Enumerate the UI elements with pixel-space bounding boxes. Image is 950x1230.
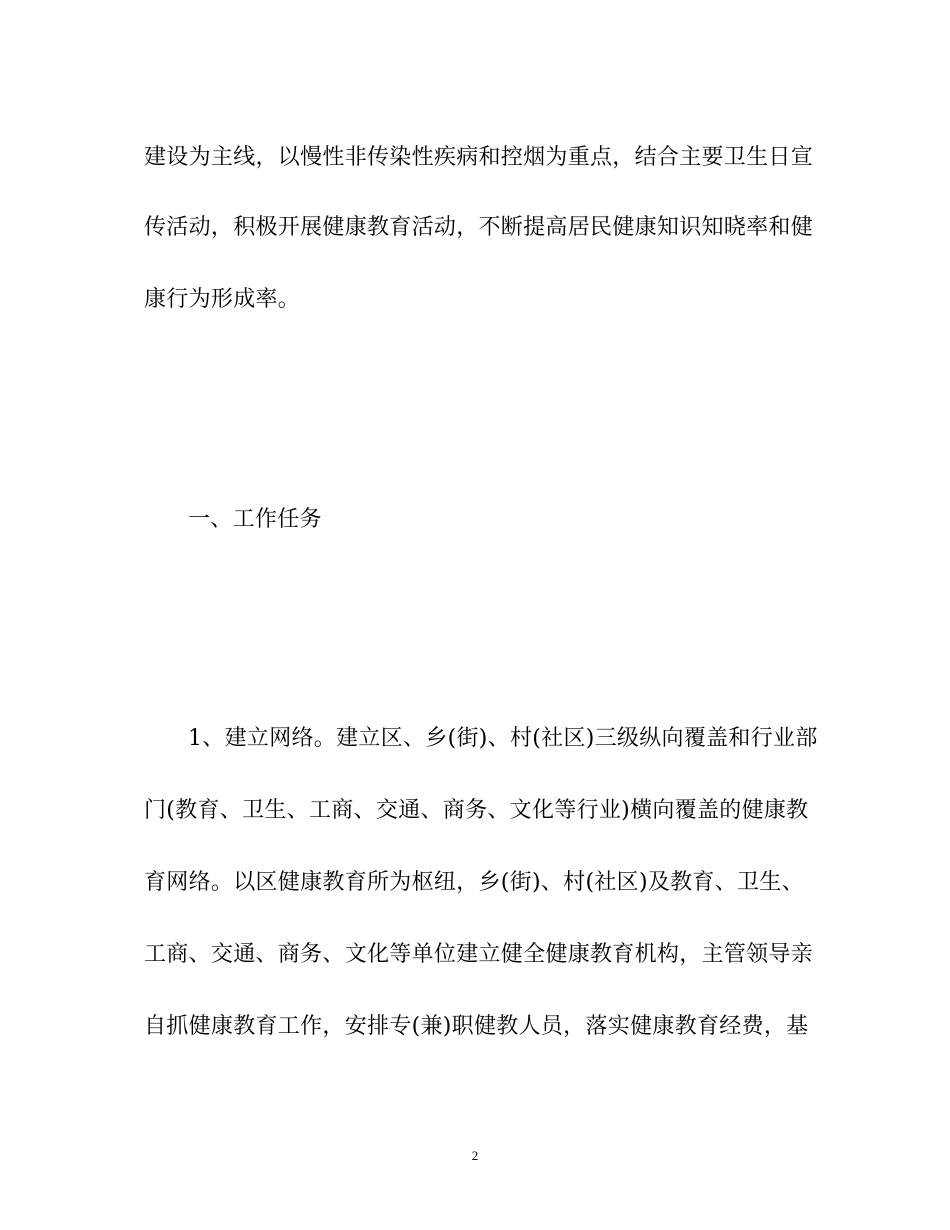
page-number: 2: [471, 1148, 479, 1163]
paragraph-2-line-2: 门(教育、卫生、工商、交通、商务、文化等行业)横向覆盖的健康教: [144, 798, 809, 823]
paragraph-2-line-3: 育网络。以区健康教育所为枢纽，乡(街)、村(社区)及教育、卫生、: [144, 870, 804, 895]
paragraph-2-line-1: 1、建立网络。建立区、乡(街)、村(社区)三级纵向覆盖和行业部: [188, 726, 818, 751]
paragraph-1-line-3: 康行为形成率。: [144, 287, 301, 312]
section-heading: 一、工作任务: [188, 507, 322, 532]
paragraph-2-line-5: 自抓健康教育工作，安排专(兼)职健教人员，落实健康教育经费，基: [144, 1014, 809, 1039]
paragraph-1-line-2: 传活动，积极开展健康教育活动，不断提高居民健康知识知晓率和健: [144, 215, 814, 240]
paragraph-2-line-4: 工商、交通、商务、文化等单位建立健全健康教育机构，主管领导亲: [144, 942, 814, 967]
paragraph-1-line-1: 建设为主线，以慢性非传染性疾病和控烟为重点，结合主要卫生日宣: [144, 145, 814, 170]
